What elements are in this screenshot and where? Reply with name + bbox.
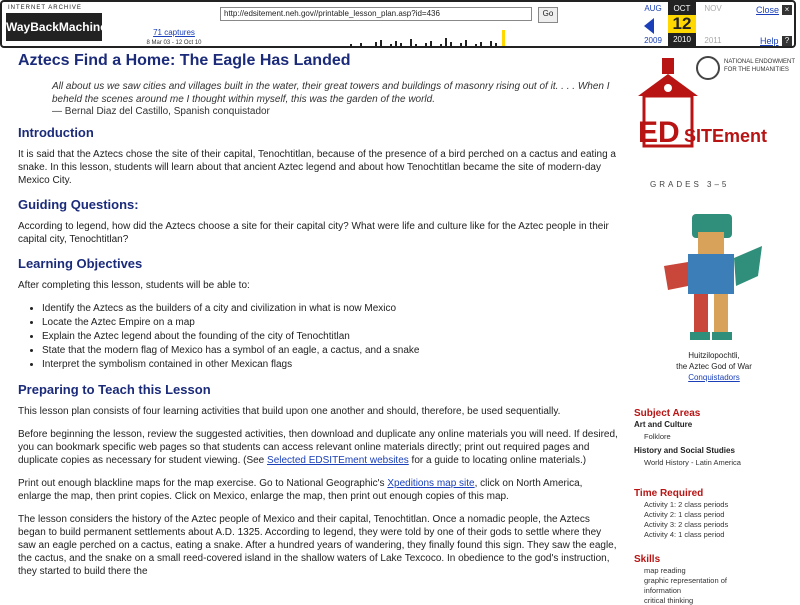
help-link[interactable]: Help (760, 36, 779, 46)
introduction-text: It is said that the Aztecs chose the site of their capital, Tenochtitlan, because of the presence of a bird perched on a cactus and eating a snake. In this lesson, students will learn about that ancient Aztec legend and about how Tenochtitlan became the site of modern-day Mexico City. (18, 149, 616, 186)
prep3-text-a: Print out enough blackline maps for the map exercise. Go to National Geographic's (18, 478, 388, 489)
time-required-heading: Time Required (634, 488, 704, 499)
capture-bar (475, 44, 477, 46)
captures-link[interactable]: 71 captures (153, 28, 195, 37)
time-item: Activity 2: 1 class period (644, 510, 725, 519)
epigraph-quote: All about us we saw cities and villages built in the water, their great towers and buildings of masonry rising out of it. . . . When I beheld the scenes around me I thought within myself, this was the garden of the world. (52, 81, 610, 105)
neh-text: NATIONAL ENDOWMENT FOR THE HUMANITIES (724, 59, 795, 73)
url-input[interactable]: http://edsitement.neh.gov//printable_lesson_plan.asp?id=436 (220, 7, 532, 21)
current-capture-marker (502, 30, 505, 46)
wayback-logo-top: INTERNET ARCHIVE (8, 5, 82, 11)
capture-bar (495, 43, 497, 46)
current-year: 2010 (673, 35, 691, 44)
wayback-logo-main: WayBackMachine (6, 13, 102, 41)
capture-bar (465, 40, 467, 46)
prep2-text-b: for a guide to locating online materials.) (408, 455, 587, 466)
close-link[interactable]: Close (756, 5, 780, 15)
capture-bar (380, 40, 382, 46)
capture-bar (460, 43, 462, 46)
skill-item: map reading (644, 566, 686, 575)
capture-bar (425, 43, 427, 46)
time-item: Activity 1: 2 class periods (644, 500, 729, 509)
help-icon[interactable]: ? (782, 36, 792, 46)
objective-item: • Explain the Aztec legend about the founding of the city of Tenochtitlan (42, 330, 618, 344)
prev-year-link[interactable]: 2009 (644, 36, 662, 45)
seal-icon (696, 56, 720, 80)
neh-logo[interactable] (696, 56, 796, 106)
capture-bar (360, 43, 362, 46)
prev-arrow-icon[interactable] (644, 18, 654, 34)
preparing-paragraph-4: The lesson considers the history of the Aztec people of Mexico and their capital, Tenochtitlan. Once a nomadic people, the Aztecs began to build permanent settlements about A.D. 1325. According to legend, they were told by one of their gods to settle where they saw an eagle perched on a cactus, eating a snake. After a hundred years of wandering, they finally found this sign. They saw the eagle, the cactus, and the snake on a small reed-covered island in the shallow waters of Lake Texcoco. In obedience to the god's instruction, they started to build there the (18, 514, 617, 577)
next-month-label: NOV (704, 4, 722, 13)
capture-bar (400, 43, 402, 46)
brand-sitement: SITEment (684, 126, 768, 146)
capture-bar (490, 41, 492, 46)
caption-line-2: the Aztec God of War (676, 362, 752, 371)
guiding-questions-text: According to legend, how did the Aztecs choose a site for their capital city? What were life and culture like for the Aztec people in their capital city, Tenochtitlan? (18, 221, 609, 245)
xpeditions-map-link[interactable]: Xpeditions map site (387, 478, 475, 489)
capture-bar (375, 42, 377, 46)
time-item: Activity 3: 2 class periods (644, 520, 729, 529)
capture-bar (395, 41, 397, 46)
current-month: OCT (673, 4, 691, 13)
capture-bar (410, 39, 412, 46)
lesson-content (18, 50, 618, 588)
capture-bar (480, 42, 482, 46)
go-button[interactable]: Go (538, 7, 558, 23)
prep2-text-a: Before beginning the lesson, review the suggested activities, then download and duplicate any online materials you will need. If desired, you can bookmark specific web pages so that students can access relevant online materials directly; print out required pages and duplicate copies as necessary for student viewing. (See (18, 429, 618, 466)
preparing-paragraph-1: This lesson plan consists of four learning activities that build upon one another and should, therefore, be used sequentially. (18, 406, 561, 417)
grades-label: GRADES 3–5 (650, 180, 730, 189)
skill-item: information (644, 586, 682, 595)
introduction-heading: Introduction (18, 125, 94, 140)
current-day: 12 (668, 15, 696, 33)
selected-websites-link[interactable]: Selected EDSITEment websites (267, 455, 409, 466)
subject-art-culture: Art and Culture (634, 420, 693, 429)
current-capture (668, 2, 696, 48)
capture-bar (440, 44, 442, 46)
learning-objectives-heading: Learning Objectives (18, 256, 143, 271)
caption-line-1: Huitzilopochtli, (688, 351, 740, 360)
captures-range: 8 Mar 03 - 12 Oct 10 (146, 40, 202, 46)
objective-item: • Interpret the symbolism contained in other Mexican flags (42, 358, 618, 372)
skill-item: critical thinking (644, 596, 694, 605)
image-caption (634, 350, 794, 383)
capture-bar (450, 42, 452, 46)
objectives-list (18, 302, 618, 372)
subject-folklore: Folklore (644, 432, 671, 441)
epigraph-attribution: — Bernal Diaz del Castillo, Spanish conquistador (52, 106, 270, 117)
brand-ed: ED (638, 116, 680, 149)
wayback-logo[interactable] (6, 5, 107, 45)
preparing-heading: Preparing to Teach this Lesson (18, 382, 211, 397)
preparing-paragraph-3 (18, 477, 618, 503)
subject-world-history: World History - Latin America (644, 458, 741, 467)
capture-bar (350, 44, 352, 46)
conquistadors-link[interactable]: Conquistadors (688, 373, 740, 382)
skills-heading: Skills (634, 554, 661, 565)
objective-item: • Identify the Aztecs as the builders of a city and civilization in what is now Mexico (42, 302, 618, 316)
subject-history: History and Social Studies (634, 446, 735, 455)
close-icon[interactable]: × (782, 5, 792, 15)
capture-sparkline[interactable] (220, 26, 532, 46)
objectives-intro: After completing this lesson, students will be able to: (18, 280, 250, 291)
calendar-nav (634, 2, 730, 48)
subject-areas-heading: Subject Areas (634, 408, 701, 419)
page-title: Aztecs Find a Home: The Eagle Has Landed (18, 52, 351, 69)
capture-bar (415, 44, 417, 46)
capture-bar (445, 38, 447, 46)
capture-bar (390, 44, 392, 46)
capture-bar (430, 41, 432, 46)
time-item: Activity 4: 1 class period (644, 530, 725, 539)
prep3-text-b: , click on North America, enlarge the map, then print copies. Click on Mexico, enlarge the map, then print out enough copies of this map. (18, 478, 583, 502)
skill-item: graphic representation of (644, 576, 727, 585)
guiding-questions-heading: Guiding Questions: (18, 197, 139, 212)
next-year-label: 2011 (704, 36, 722, 45)
huitzilopochtli-image (658, 206, 766, 346)
objective-item: • State that the modern flag of Mexico has a symbol of an eagle, a cactus, and a snake (42, 344, 618, 358)
wayback-toolbar (0, 0, 796, 48)
objective-item: • Locate the Aztec Empire on a map (42, 316, 618, 330)
preparing-paragraph-2 (18, 428, 618, 467)
prev-month-link[interactable]: AUG (644, 4, 662, 13)
